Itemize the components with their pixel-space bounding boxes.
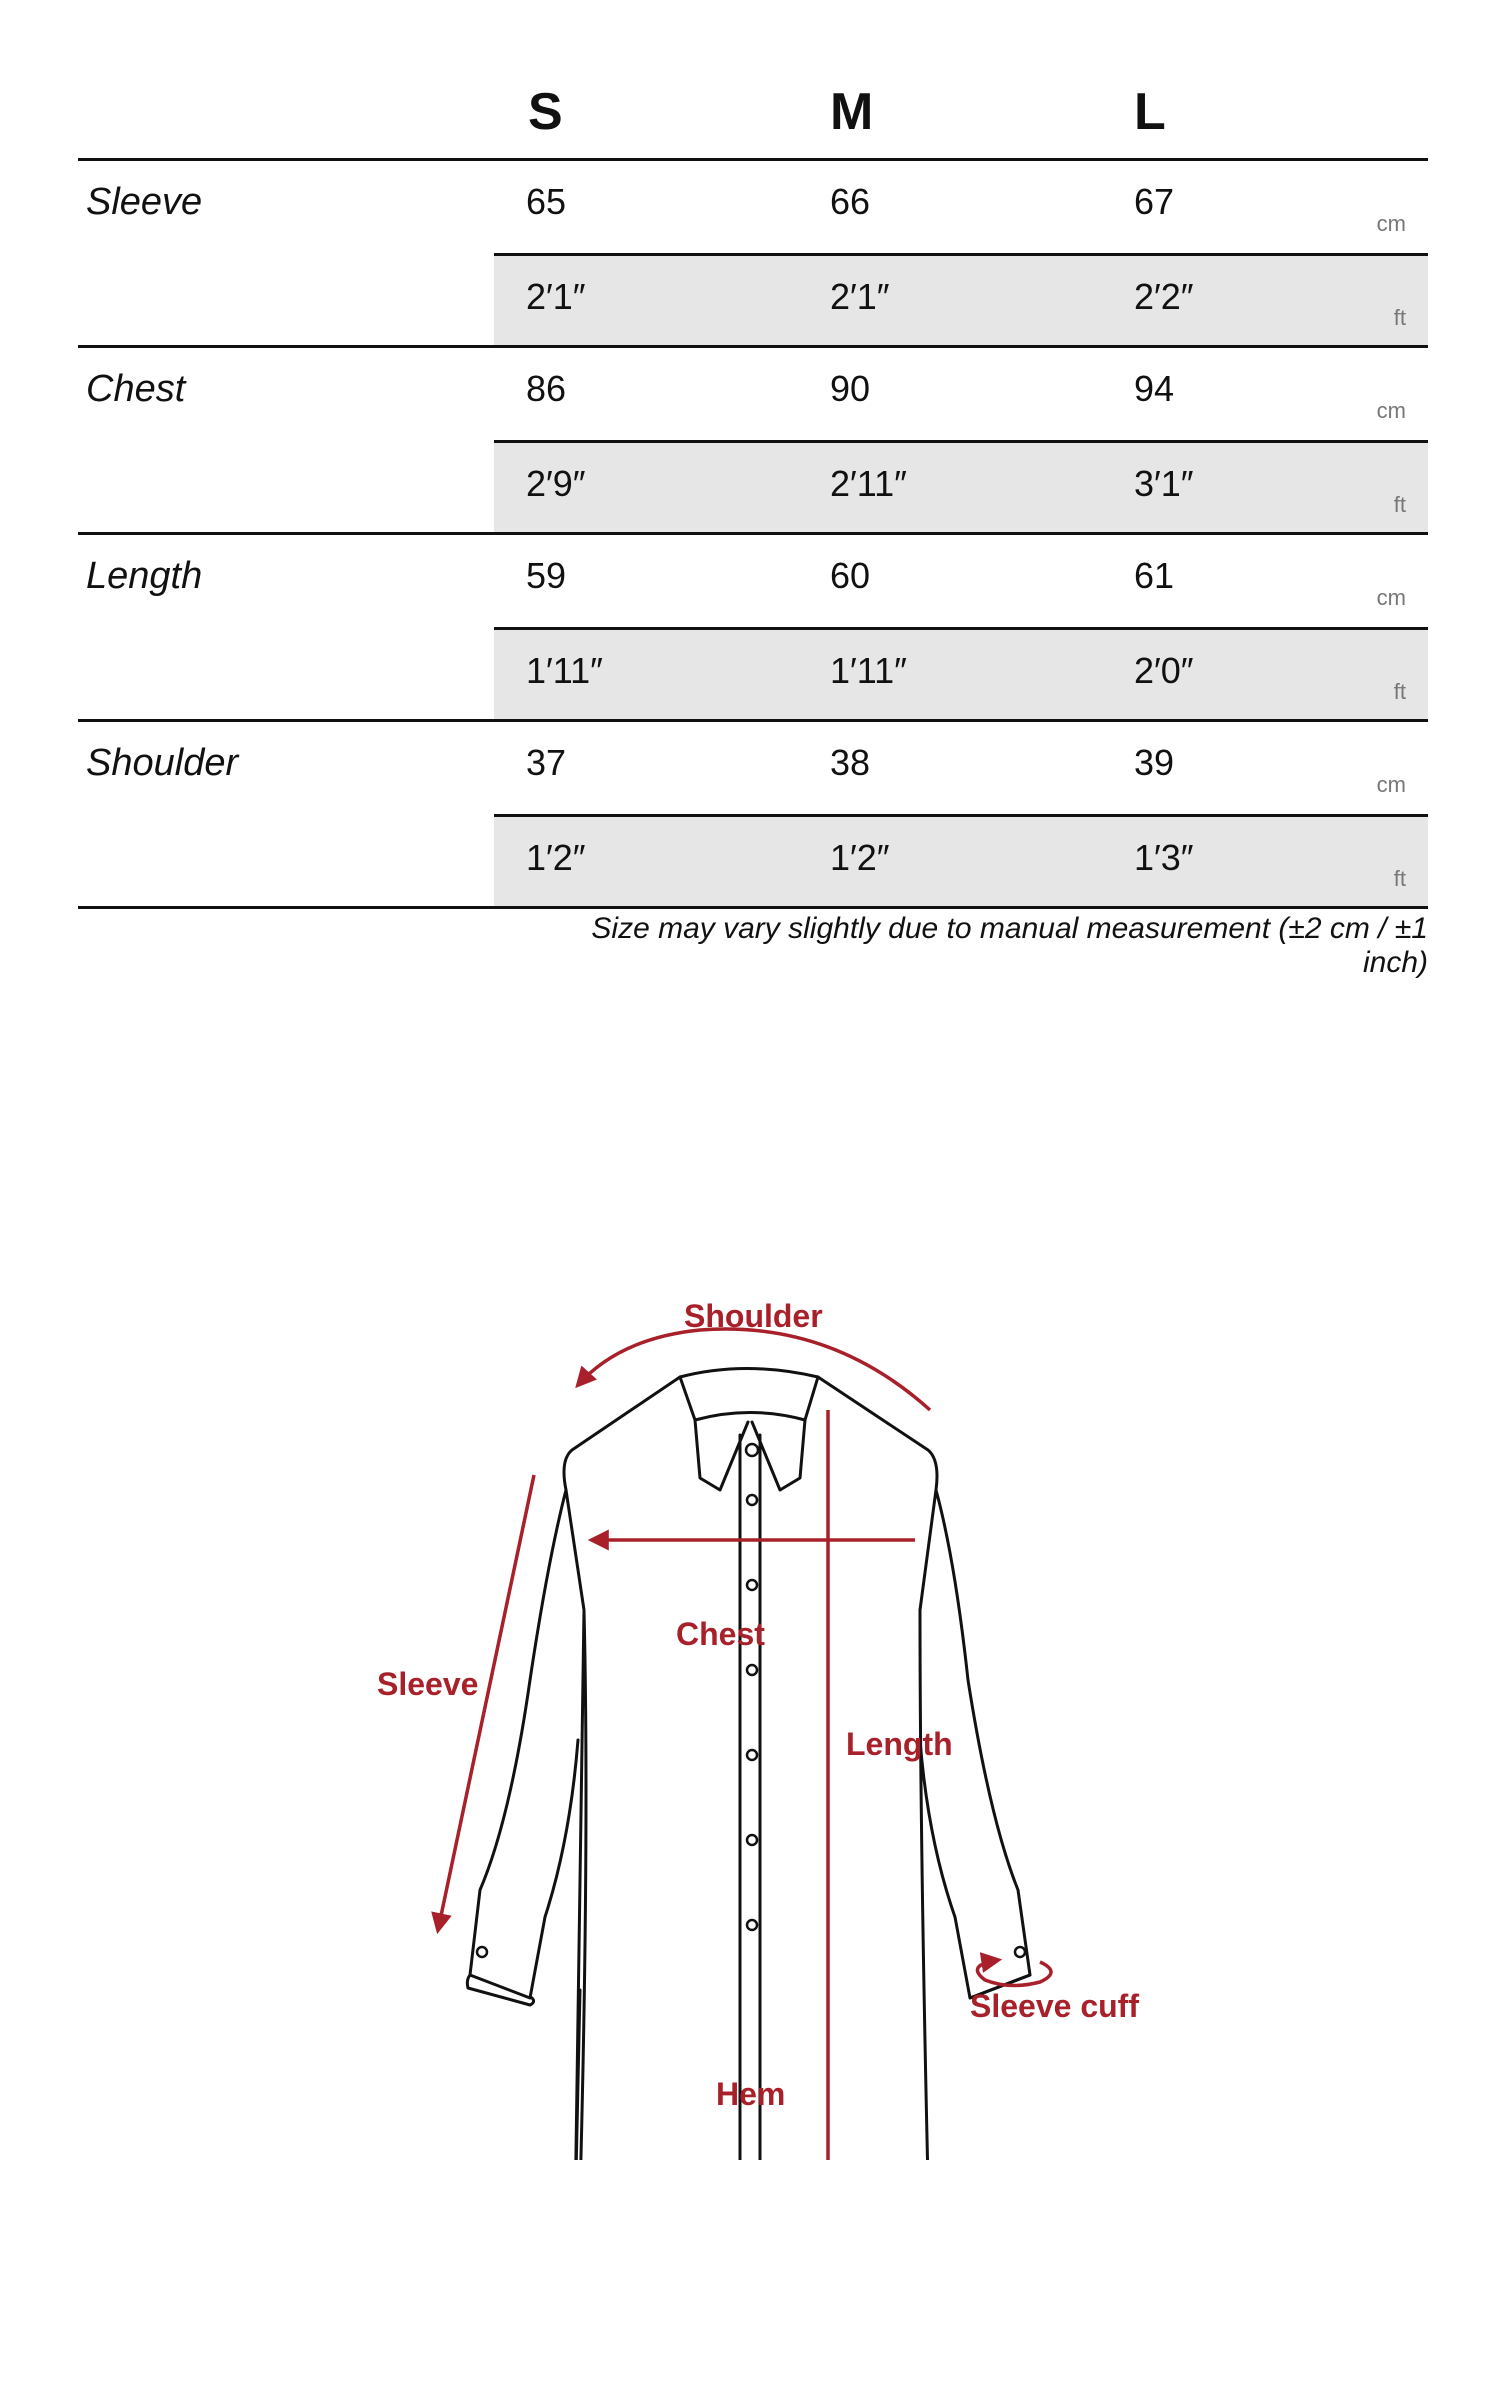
value-cell: 1′11″ [830,650,907,691]
shirt-measurement-diagram [0,1260,1500,2160]
diagram-label-sleeve-cuff: Sleeve cuff [970,1988,1139,2024]
diagram-label-chest: Chest [676,1616,765,1652]
row-ft [494,814,1428,906]
size-header-m: M [830,83,874,141]
diagram-label-sleeve: Sleeve [377,1666,479,1702]
diagram-label-hem: Hem [716,2076,786,2112]
size-table [78,158,1428,909]
diagram-label-shoulder: Shoulder [684,1298,823,1334]
row-cm [494,161,1428,251]
measure-label: Sleeve [86,181,203,223]
value-cell: 90 [830,368,871,409]
unit-label: ft [1393,492,1406,517]
unit-label: cm [1376,211,1406,236]
unit-label: cm [1376,398,1406,423]
value-cell: 65 [526,181,567,222]
value-cell: 67 [1134,181,1175,222]
value-cell: 1′2″ [526,837,586,878]
row-ft [494,627,1428,719]
measure-label: Length [86,555,203,597]
value-cell: 2′2″ [1134,276,1194,317]
measure-label: Chest [86,368,186,410]
row-ft [494,440,1428,532]
table-row-shoulder [78,719,1428,909]
size-header-s: S [528,83,563,141]
measurement-note: Size may vary slightly due to manual measurement (±2 cm / ±1 inch) [591,912,1428,979]
shirt-illustration [0,1260,1500,2160]
row-cm [494,348,1428,438]
row-ft [494,253,1428,345]
unit-label: ft [1393,866,1406,891]
diagram-label-length: Length [846,1726,953,1762]
row-cm [494,722,1428,812]
value-cell: 66 [830,181,871,222]
measure-label: Shoulder [86,742,239,784]
value-cell: 1′11″ [526,650,603,691]
value-cell: 61 [1134,555,1175,596]
table-row-chest [78,345,1428,532]
unit-label: ft [1393,679,1406,704]
unit-label: ft [1393,305,1406,330]
row-cm [494,535,1428,625]
value-cell: 37 [526,742,567,783]
value-cell: 86 [526,368,567,409]
value-cell: 60 [830,555,871,596]
value-cell: 2′0″ [1134,650,1194,691]
value-cell: 59 [526,555,567,596]
value-cell: 2′1″ [830,276,890,317]
table-row-length [78,532,1428,719]
table-row-sleeve [78,158,1428,345]
unit-label: cm [1376,772,1406,797]
value-cell: 94 [1134,368,1175,409]
value-cell: 3′1″ [1134,463,1194,504]
value-cell: 2′1″ [526,276,586,317]
value-cell: 39 [1134,742,1175,783]
value-cell: 38 [830,742,871,783]
value-cell: 1′3″ [1134,837,1194,878]
unit-label: cm [1376,585,1406,610]
value-cell: 2′9″ [526,463,586,504]
value-cell: 1′2″ [830,837,890,878]
size-header-l: L [1134,83,1166,141]
value-cell: 2′11″ [830,463,907,504]
